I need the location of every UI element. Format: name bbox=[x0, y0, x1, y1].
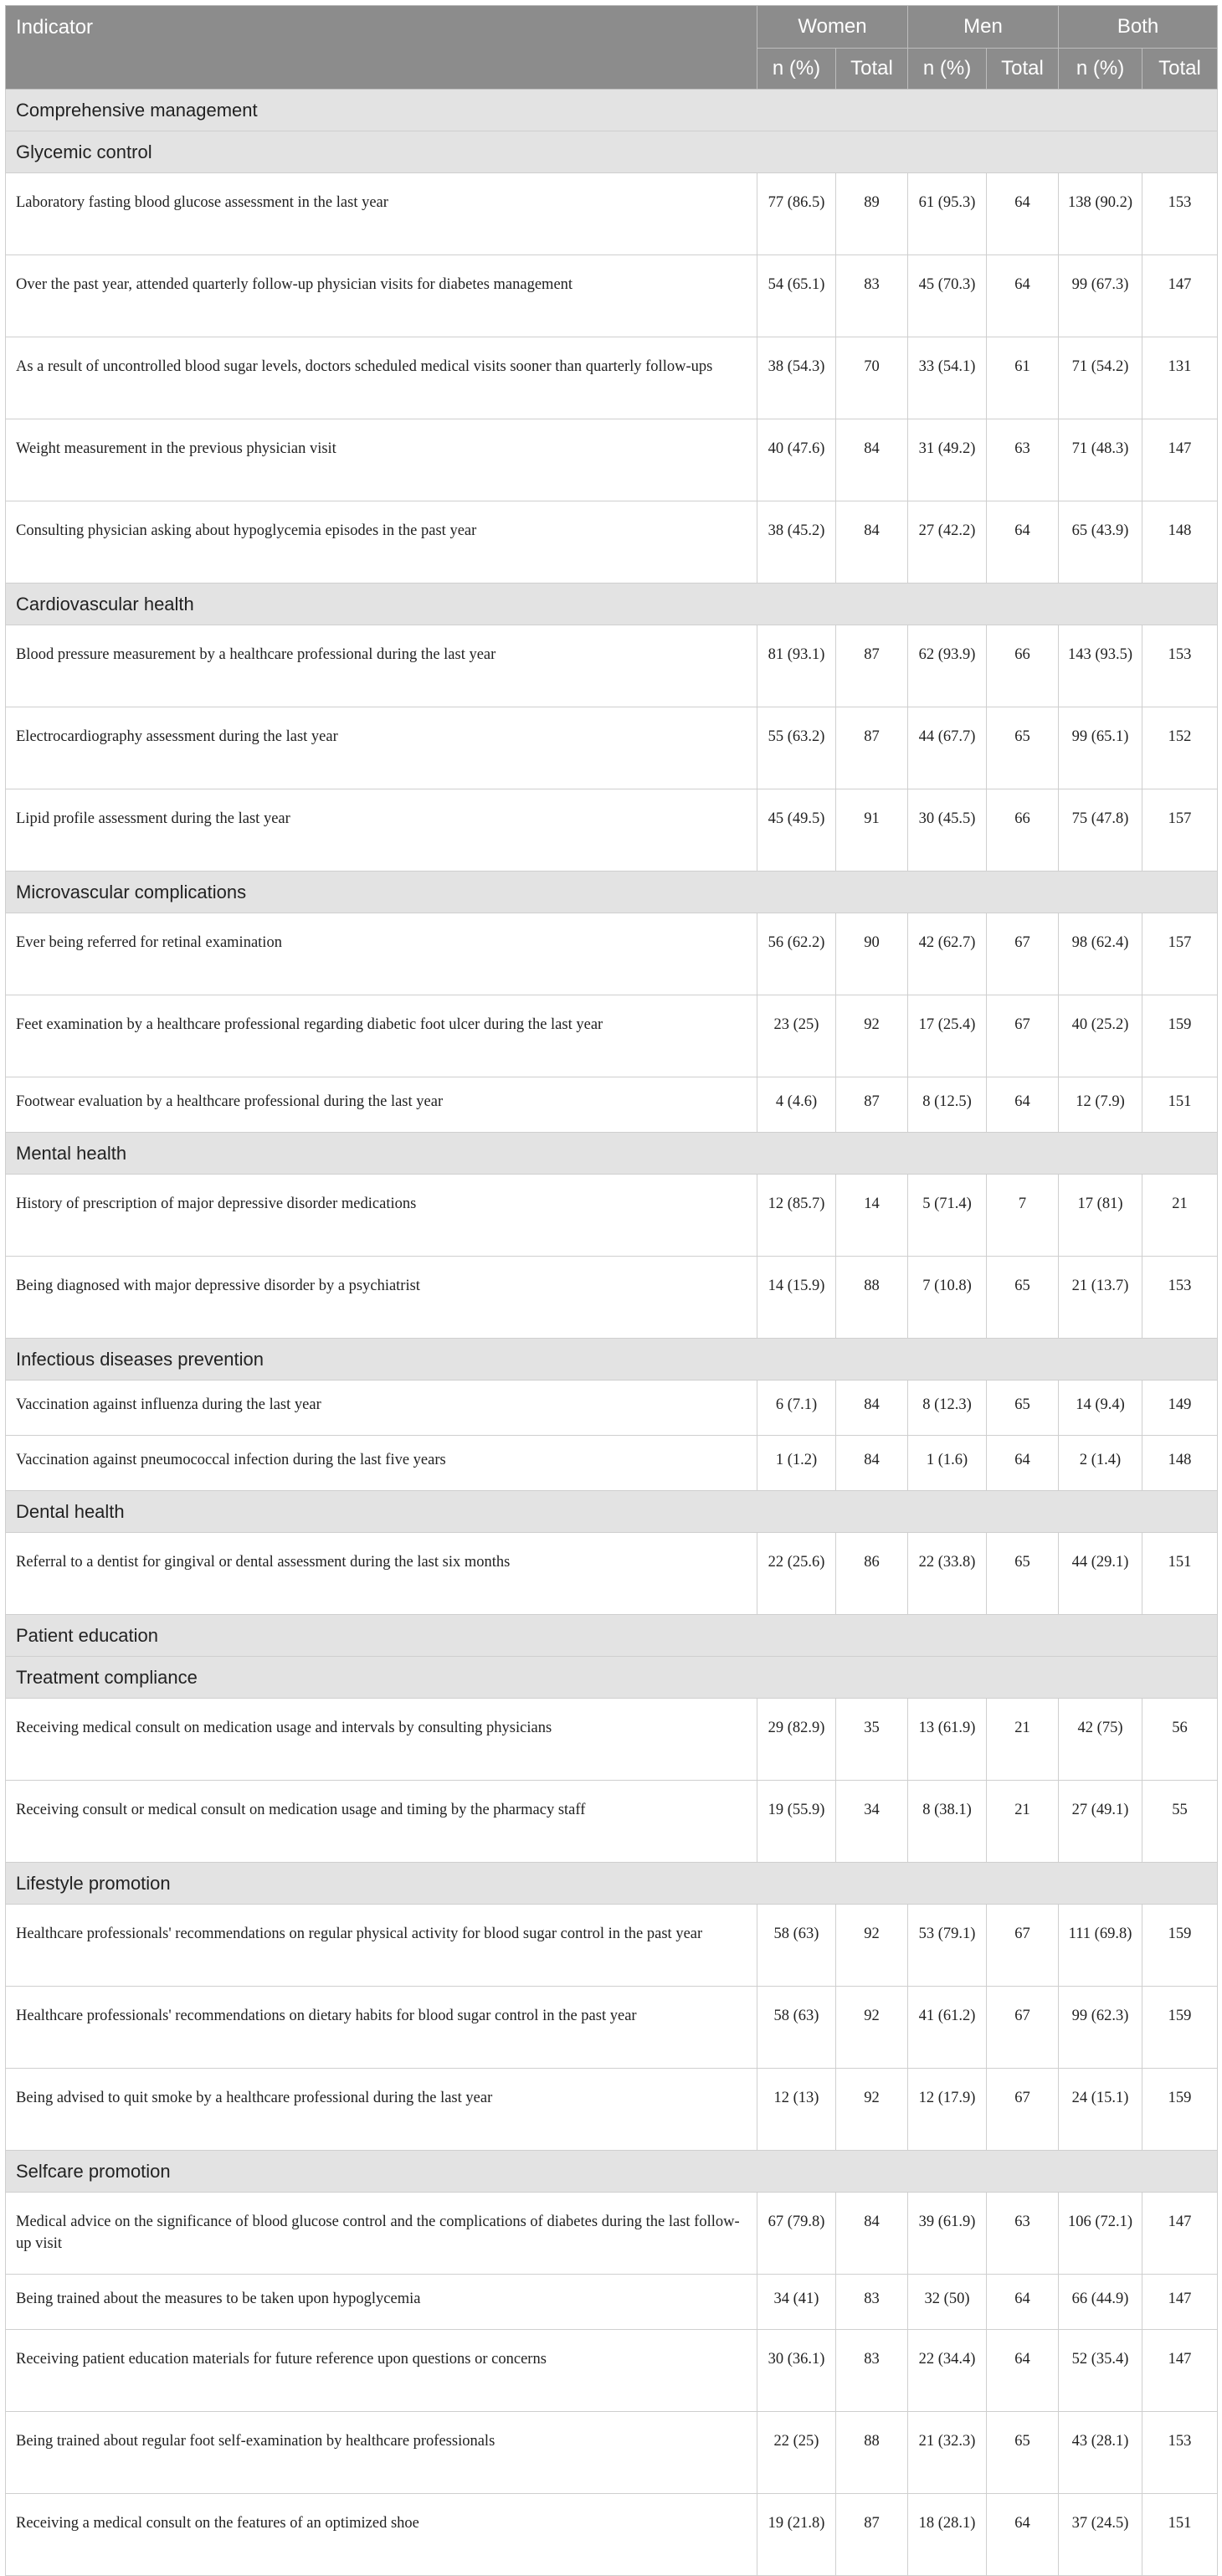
indicator-cell: Healthcare professionals' recommendations on regular physical activity for blood sugar control in the past year bbox=[6, 1905, 757, 1987]
women-total-cell: 84 bbox=[836, 1381, 908, 1436]
men-total-cell: 65 bbox=[987, 707, 1059, 789]
women-total-cell: 83 bbox=[836, 2275, 908, 2330]
women-total-cell: 83 bbox=[836, 255, 908, 337]
men-total-cell: 65 bbox=[987, 2412, 1059, 2494]
women-total-cell: 91 bbox=[836, 789, 908, 872]
men-total-cell: 67 bbox=[987, 1905, 1059, 1987]
indicator-cell: As a result of uncontrolled blood sugar levels, doctors scheduled medical visits sooner than quarterly follow-ups bbox=[6, 337, 757, 419]
table-row bbox=[6, 2412, 1218, 2494]
men-total-cell: 64 bbox=[987, 2275, 1059, 2330]
indicator-cell: Vaccination against pneumococcal infection during the last five years bbox=[6, 1436, 757, 1491]
women-n-pct-cell: 56 (62.2) bbox=[757, 913, 836, 995]
both-n-pct-cell: 40 (25.2) bbox=[1059, 995, 1142, 1077]
men-n-pct-cell: 53 (79.1) bbox=[908, 1905, 987, 1987]
indicator-cell: Receiving medical consult on medication usage and intervals by consulting physicians bbox=[6, 1699, 757, 1781]
indicator-cell: Electrocardiography assessment during the last year bbox=[6, 707, 757, 789]
men-total-cell: 67 bbox=[987, 913, 1059, 995]
both-n-pct-cell: 99 (65.1) bbox=[1059, 707, 1142, 789]
category-label: Comprehensive management bbox=[6, 90, 1218, 131]
table-row bbox=[6, 1987, 1218, 2069]
table-header bbox=[6, 6, 1218, 90]
women-total-cell: 83 bbox=[836, 2330, 908, 2412]
both-n-pct-cell: 42 (75) bbox=[1059, 1699, 1142, 1781]
men-n-pct-cell: 42 (62.7) bbox=[908, 913, 987, 995]
both-n-pct-cell: 14 (9.4) bbox=[1059, 1381, 1142, 1436]
header-men-total: Total bbox=[987, 49, 1059, 90]
both-n-pct-cell: 99 (67.3) bbox=[1059, 255, 1142, 337]
both-total-cell: 159 bbox=[1142, 995, 1218, 1077]
men-total-cell: 67 bbox=[987, 995, 1059, 1077]
both-total-cell: 147 bbox=[1142, 2193, 1218, 2275]
women-total-cell: 88 bbox=[836, 2412, 908, 2494]
both-total-cell: 147 bbox=[1142, 419, 1218, 501]
header-men: Men bbox=[908, 6, 1059, 49]
table-row bbox=[6, 1381, 1218, 1436]
both-n-pct-cell: 138 (90.2) bbox=[1059, 173, 1142, 255]
men-total-cell: 66 bbox=[987, 625, 1059, 707]
men-n-pct-cell: 41 (61.2) bbox=[908, 1987, 987, 2069]
both-n-pct-cell: 98 (62.4) bbox=[1059, 913, 1142, 995]
women-total-cell: 14 bbox=[836, 1175, 908, 1257]
both-n-pct-cell: 43 (28.1) bbox=[1059, 2412, 1142, 2494]
both-n-pct-cell: 111 (69.8) bbox=[1059, 1905, 1142, 1987]
men-total-cell: 64 bbox=[987, 1077, 1059, 1133]
header-both-total: Total bbox=[1142, 49, 1218, 90]
women-total-cell: 34 bbox=[836, 1781, 908, 1863]
both-total-cell: 151 bbox=[1142, 1533, 1218, 1615]
both-n-pct-cell: 106 (72.1) bbox=[1059, 2193, 1142, 2275]
table-row bbox=[6, 255, 1218, 337]
table-row bbox=[6, 1436, 1218, 1491]
indicator-cell: Lipid profile assessment during the last year bbox=[6, 789, 757, 872]
both-total-cell: 153 bbox=[1142, 625, 1218, 707]
subcategory-label: Infectious diseases prevention bbox=[6, 1339, 1218, 1381]
table-row bbox=[6, 2494, 1218, 2576]
men-total-cell: 65 bbox=[987, 1533, 1059, 1615]
women-total-cell: 92 bbox=[836, 1987, 908, 2069]
women-n-pct-cell: 19 (21.8) bbox=[757, 2494, 836, 2576]
women-total-cell: 87 bbox=[836, 2494, 908, 2576]
women-n-pct-cell: 77 (86.5) bbox=[757, 173, 836, 255]
subcategory-label: Cardiovascular health bbox=[6, 584, 1218, 625]
both-total-cell: 148 bbox=[1142, 501, 1218, 584]
subcategory-label: Glycemic control bbox=[6, 131, 1218, 173]
indicator-cell: Referral to a dentist for gingival or dental assessment during the last six months bbox=[6, 1533, 757, 1615]
women-n-pct-cell: 4 (4.6) bbox=[757, 1077, 836, 1133]
indicator-cell: Being advised to quit smoke by a healthcare professional during the last year bbox=[6, 2069, 757, 2151]
subcategory-row bbox=[6, 1133, 1218, 1175]
men-n-pct-cell: 62 (93.9) bbox=[908, 625, 987, 707]
both-total-cell: 149 bbox=[1142, 1381, 1218, 1436]
women-n-pct-cell: 12 (13) bbox=[757, 2069, 836, 2151]
women-n-pct-cell: 54 (65.1) bbox=[757, 255, 836, 337]
header-both: Both bbox=[1059, 6, 1218, 49]
category-row bbox=[6, 1615, 1218, 1657]
men-total-cell: 65 bbox=[987, 1381, 1059, 1436]
subcategory-label: Dental health bbox=[6, 1491, 1218, 1533]
men-n-pct-cell: 13 (61.9) bbox=[908, 1699, 987, 1781]
women-total-cell: 86 bbox=[836, 1533, 908, 1615]
table-row bbox=[6, 707, 1218, 789]
both-total-cell: 159 bbox=[1142, 2069, 1218, 2151]
women-n-pct-cell: 22 (25.6) bbox=[757, 1533, 836, 1615]
indicator-cell: Weight measurement in the previous physician visit bbox=[6, 419, 757, 501]
both-n-pct-cell: 37 (24.5) bbox=[1059, 2494, 1142, 2576]
women-n-pct-cell: 58 (63) bbox=[757, 1905, 836, 1987]
men-total-cell: 67 bbox=[987, 1987, 1059, 2069]
table-row bbox=[6, 1077, 1218, 1133]
women-n-pct-cell: 30 (36.1) bbox=[757, 2330, 836, 2412]
men-n-pct-cell: 12 (17.9) bbox=[908, 2069, 987, 2151]
women-total-cell: 84 bbox=[836, 1436, 908, 1491]
indicator-cell: Medical advice on the significance of blood glucose control and the complications of diabetes during the last follow-up visit bbox=[6, 2193, 757, 2275]
men-n-pct-cell: 8 (12.5) bbox=[908, 1077, 987, 1133]
men-total-cell: 64 bbox=[987, 501, 1059, 584]
men-total-cell: 64 bbox=[987, 1436, 1059, 1491]
women-total-cell: 84 bbox=[836, 419, 908, 501]
subcategory-row bbox=[6, 1657, 1218, 1699]
both-total-cell: 153 bbox=[1142, 173, 1218, 255]
both-n-pct-cell: 99 (62.3) bbox=[1059, 1987, 1142, 2069]
table-row bbox=[6, 1175, 1218, 1257]
subcategory-row bbox=[6, 131, 1218, 173]
women-total-cell: 70 bbox=[836, 337, 908, 419]
women-n-pct-cell: 23 (25) bbox=[757, 995, 836, 1077]
both-total-cell: 151 bbox=[1142, 2494, 1218, 2576]
table-row bbox=[6, 1257, 1218, 1339]
both-total-cell: 157 bbox=[1142, 913, 1218, 995]
men-n-pct-cell: 27 (42.2) bbox=[908, 501, 987, 584]
subcategory-label: Microvascular complications bbox=[6, 872, 1218, 913]
indicator-cell: History of prescription of major depressive disorder medications bbox=[6, 1175, 757, 1257]
both-n-pct-cell: 24 (15.1) bbox=[1059, 2069, 1142, 2151]
table-row bbox=[6, 173, 1218, 255]
table-row bbox=[6, 995, 1218, 1077]
men-n-pct-cell: 17 (25.4) bbox=[908, 995, 987, 1077]
men-total-cell: 63 bbox=[987, 419, 1059, 501]
indicator-cell: Vaccination against influenza during the last year bbox=[6, 1381, 757, 1436]
both-total-cell: 147 bbox=[1142, 255, 1218, 337]
indicator-cell: Ever being referred for retinal examination bbox=[6, 913, 757, 995]
both-n-pct-cell: 71 (48.3) bbox=[1059, 419, 1142, 501]
subcategory-label: Lifestyle promotion bbox=[6, 1863, 1218, 1905]
men-n-pct-cell: 7 (10.8) bbox=[908, 1257, 987, 1339]
both-n-pct-cell: 21 (13.7) bbox=[1059, 1257, 1142, 1339]
table-row bbox=[6, 2069, 1218, 2151]
men-total-cell: 63 bbox=[987, 2193, 1059, 2275]
table-row bbox=[6, 625, 1218, 707]
indicator-cell: Footwear evaluation by a healthcare professional during the last year bbox=[6, 1077, 757, 1133]
table-row bbox=[6, 1781, 1218, 1863]
indicator-cell: Consulting physician asking about hypoglycemia episodes in the past year bbox=[6, 501, 757, 584]
men-total-cell: 65 bbox=[987, 1257, 1059, 1339]
men-total-cell: 7 bbox=[987, 1175, 1059, 1257]
subcategory-row bbox=[6, 872, 1218, 913]
men-total-cell: 66 bbox=[987, 789, 1059, 872]
subcategory-row bbox=[6, 2151, 1218, 2193]
men-total-cell: 64 bbox=[987, 2330, 1059, 2412]
subcategory-row bbox=[6, 584, 1218, 625]
men-n-pct-cell: 22 (33.8) bbox=[908, 1533, 987, 1615]
both-n-pct-cell: 66 (44.9) bbox=[1059, 2275, 1142, 2330]
subcategory-label: Selfcare promotion bbox=[6, 2151, 1218, 2193]
both-total-cell: 21 bbox=[1142, 1175, 1218, 1257]
indicator-cell: Receiving patient education materials for future reference upon questions or concerns bbox=[6, 2330, 757, 2412]
men-n-pct-cell: 21 (32.3) bbox=[908, 2412, 987, 2494]
table-row bbox=[6, 419, 1218, 501]
indicator-cell: Being trained about the measures to be taken upon hypoglycemia bbox=[6, 2275, 757, 2330]
women-n-pct-cell: 38 (45.2) bbox=[757, 501, 836, 584]
men-n-pct-cell: 30 (45.5) bbox=[908, 789, 987, 872]
both-total-cell: 147 bbox=[1142, 2275, 1218, 2330]
men-total-cell: 67 bbox=[987, 2069, 1059, 2151]
both-n-pct-cell: 17 (81) bbox=[1059, 1175, 1142, 1257]
men-n-pct-cell: 39 (61.9) bbox=[908, 2193, 987, 2275]
women-n-pct-cell: 34 (41) bbox=[757, 2275, 836, 2330]
both-n-pct-cell: 52 (35.4) bbox=[1059, 2330, 1142, 2412]
both-total-cell: 159 bbox=[1142, 1987, 1218, 2069]
table-row bbox=[6, 913, 1218, 995]
both-n-pct-cell: 143 (93.5) bbox=[1059, 625, 1142, 707]
both-n-pct-cell: 27 (49.1) bbox=[1059, 1781, 1142, 1863]
both-total-cell: 55 bbox=[1142, 1781, 1218, 1863]
both-n-pct-cell: 2 (1.4) bbox=[1059, 1436, 1142, 1491]
women-total-cell: 87 bbox=[836, 1077, 908, 1133]
both-n-pct-cell: 12 (7.9) bbox=[1059, 1077, 1142, 1133]
indicator-cell: Healthcare professionals' recommendations on dietary habits for blood sugar control in the past year bbox=[6, 1987, 757, 2069]
women-total-cell: 92 bbox=[836, 1905, 908, 1987]
women-n-pct-cell: 14 (15.9) bbox=[757, 1257, 836, 1339]
women-total-cell: 35 bbox=[836, 1699, 908, 1781]
women-n-pct-cell: 6 (7.1) bbox=[757, 1381, 836, 1436]
women-n-pct-cell: 19 (55.9) bbox=[757, 1781, 836, 1863]
header-indicator: Indicator bbox=[6, 6, 757, 90]
header-men-n-pct: n (%) bbox=[908, 49, 987, 90]
both-n-pct-cell: 44 (29.1) bbox=[1059, 1533, 1142, 1615]
category-label: Patient education bbox=[6, 1615, 1218, 1657]
men-total-cell: 21 bbox=[987, 1781, 1059, 1863]
women-total-cell: 87 bbox=[836, 625, 908, 707]
men-n-pct-cell: 8 (12.3) bbox=[908, 1381, 987, 1436]
header-women-n-pct: n (%) bbox=[757, 49, 836, 90]
women-n-pct-cell: 55 (63.2) bbox=[757, 707, 836, 789]
women-n-pct-cell: 29 (82.9) bbox=[757, 1699, 836, 1781]
men-total-cell: 61 bbox=[987, 337, 1059, 419]
women-n-pct-cell: 1 (1.2) bbox=[757, 1436, 836, 1491]
women-n-pct-cell: 40 (47.6) bbox=[757, 419, 836, 501]
women-total-cell: 89 bbox=[836, 173, 908, 255]
women-n-pct-cell: 38 (54.3) bbox=[757, 337, 836, 419]
indicator-cell: Laboratory fasting blood glucose assessment in the last year bbox=[6, 173, 757, 255]
subcategory-row bbox=[6, 1339, 1218, 1381]
men-n-pct-cell: 1 (1.6) bbox=[908, 1436, 987, 1491]
category-row bbox=[6, 90, 1218, 131]
indicator-cell: Feet examination by a healthcare professional regarding diabetic foot ulcer during the last year bbox=[6, 995, 757, 1077]
table-row bbox=[6, 2330, 1218, 2412]
indicator-cell: Receiving consult or medical consult on medication usage and timing by the pharmacy staff bbox=[6, 1781, 757, 1863]
both-total-cell: 147 bbox=[1142, 2330, 1218, 2412]
table-row bbox=[6, 337, 1218, 419]
men-total-cell: 64 bbox=[987, 255, 1059, 337]
women-total-cell: 92 bbox=[836, 2069, 908, 2151]
men-n-pct-cell: 44 (67.7) bbox=[908, 707, 987, 789]
men-n-pct-cell: 22 (34.4) bbox=[908, 2330, 987, 2412]
women-total-cell: 84 bbox=[836, 501, 908, 584]
indicator-table bbox=[5, 5, 1218, 2576]
subcategory-row bbox=[6, 1863, 1218, 1905]
both-total-cell: 151 bbox=[1142, 1077, 1218, 1133]
both-total-cell: 56 bbox=[1142, 1699, 1218, 1781]
table-row bbox=[6, 2193, 1218, 2275]
women-total-cell: 87 bbox=[836, 707, 908, 789]
subcategory-label: Mental health bbox=[6, 1133, 1218, 1175]
header-row-groups bbox=[6, 6, 1218, 49]
women-total-cell: 88 bbox=[836, 1257, 908, 1339]
indicator-cell: Over the past year, attended quarterly follow-up physician visits for diabetes management bbox=[6, 255, 757, 337]
women-total-cell: 84 bbox=[836, 2193, 908, 2275]
women-n-pct-cell: 58 (63) bbox=[757, 1987, 836, 2069]
both-total-cell: 153 bbox=[1142, 1257, 1218, 1339]
men-n-pct-cell: 5 (71.4) bbox=[908, 1175, 987, 1257]
women-total-cell: 90 bbox=[836, 913, 908, 995]
men-total-cell: 21 bbox=[987, 1699, 1059, 1781]
women-n-pct-cell: 81 (93.1) bbox=[757, 625, 836, 707]
table-row bbox=[6, 1533, 1218, 1615]
women-n-pct-cell: 12 (85.7) bbox=[757, 1175, 836, 1257]
women-n-pct-cell: 22 (25) bbox=[757, 2412, 836, 2494]
men-total-cell: 64 bbox=[987, 173, 1059, 255]
both-n-pct-cell: 65 (43.9) bbox=[1059, 501, 1142, 584]
indicator-cell: Receiving a medical consult on the features of an optimized shoe bbox=[6, 2494, 757, 2576]
table-row bbox=[6, 501, 1218, 584]
women-n-pct-cell: 67 (79.8) bbox=[757, 2193, 836, 2275]
men-n-pct-cell: 8 (38.1) bbox=[908, 1781, 987, 1863]
table-row bbox=[6, 789, 1218, 872]
both-n-pct-cell: 71 (54.2) bbox=[1059, 337, 1142, 419]
both-n-pct-cell: 75 (47.8) bbox=[1059, 789, 1142, 872]
women-total-cell: 92 bbox=[836, 995, 908, 1077]
men-n-pct-cell: 45 (70.3) bbox=[908, 255, 987, 337]
table-container bbox=[5, 5, 1217, 2576]
header-women-total: Total bbox=[836, 49, 908, 90]
subcategory-label: Treatment compliance bbox=[6, 1657, 1218, 1699]
women-n-pct-cell: 45 (49.5) bbox=[757, 789, 836, 872]
subcategory-row bbox=[6, 1491, 1218, 1533]
header-both-n-pct: n (%) bbox=[1059, 49, 1142, 90]
table-row bbox=[6, 1905, 1218, 1987]
indicator-cell: Being diagnosed with major depressive disorder by a psychiatrist bbox=[6, 1257, 757, 1339]
men-n-pct-cell: 61 (95.3) bbox=[908, 173, 987, 255]
both-total-cell: 152 bbox=[1142, 707, 1218, 789]
both-total-cell: 157 bbox=[1142, 789, 1218, 872]
men-n-pct-cell: 31 (49.2) bbox=[908, 419, 987, 501]
both-total-cell: 148 bbox=[1142, 1436, 1218, 1491]
indicator-cell: Being trained about regular foot self-examination by healthcare professionals bbox=[6, 2412, 757, 2494]
men-n-pct-cell: 18 (28.1) bbox=[908, 2494, 987, 2576]
men-n-pct-cell: 33 (54.1) bbox=[908, 337, 987, 419]
indicator-cell: Blood pressure measurement by a healthcare professional during the last year bbox=[6, 625, 757, 707]
header-women: Women bbox=[757, 6, 908, 49]
table-row bbox=[6, 1699, 1218, 1781]
men-total-cell: 64 bbox=[987, 2494, 1059, 2576]
both-total-cell: 131 bbox=[1142, 337, 1218, 419]
table-row bbox=[6, 2275, 1218, 2330]
both-total-cell: 153 bbox=[1142, 2412, 1218, 2494]
table-body bbox=[6, 90, 1218, 2576]
both-total-cell: 159 bbox=[1142, 1905, 1218, 1987]
men-n-pct-cell: 32 (50) bbox=[908, 2275, 987, 2330]
